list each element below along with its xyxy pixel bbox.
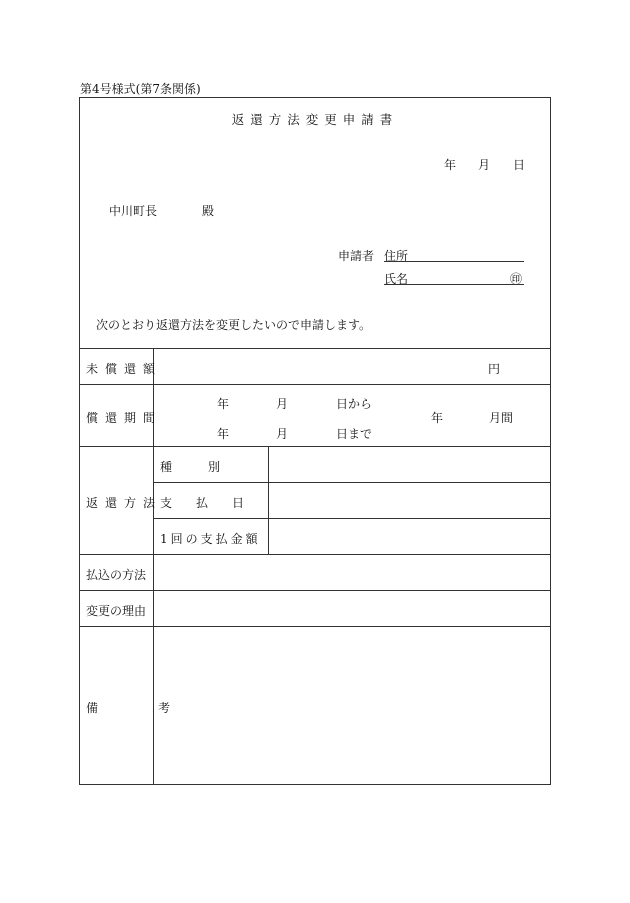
applicant-name-label: 氏名	[384, 272, 409, 286]
period-total-year: 年	[431, 411, 444, 425]
period-start-month: 月	[276, 397, 289, 411]
addressee-name: 中川町長	[109, 204, 158, 218]
name-underline	[384, 284, 524, 285]
period-end-month: 月	[276, 427, 289, 441]
rule-method-sub-2	[153, 518, 550, 519]
rule-reason-top	[80, 590, 550, 591]
unpaid-unit: 円	[488, 362, 501, 376]
rule-period-top	[80, 384, 550, 385]
payment-method-label: 払込の方法	[86, 568, 147, 582]
form-number-label: 第4号様式(第7条関係)	[80, 82, 201, 96]
address-underline	[384, 261, 524, 262]
unpaid-label: 未償還額	[86, 362, 163, 376]
rule-method-sub-1	[153, 482, 550, 483]
change-reason-label: 変更の理由	[86, 604, 147, 618]
date-month: 月	[478, 158, 491, 172]
addressee-honorific: 殿	[202, 204, 215, 218]
rule-remarks-top	[80, 626, 550, 627]
period-end-year: 年	[217, 427, 230, 441]
applicant-label: 申請者	[338, 249, 375, 263]
period-start-year: 年	[217, 397, 230, 411]
rule-payment-top	[80, 554, 550, 555]
applicant-address-label: 住所	[384, 249, 409, 263]
method-label: 返還方法	[86, 496, 163, 510]
seal-mark: ㊞	[510, 272, 523, 286]
rule-method-top	[80, 446, 550, 447]
remarks-label: 備 考	[86, 701, 171, 715]
application-statement: 次のとおり返還方法を変更したいので申請します。	[96, 318, 372, 332]
rule-unpaid-top	[80, 348, 550, 349]
method-amount-label: 1回の支払金額	[160, 532, 261, 546]
period-label: 償還期間	[86, 411, 163, 425]
form-title: 返還方法変更申請書	[231, 112, 399, 127]
application-form	[79, 97, 551, 785]
date-year: 年	[444, 158, 457, 172]
rule-method-subcolumn	[268, 446, 269, 554]
period-total-month: 月間	[489, 411, 514, 425]
method-payday-label: 支 払 日	[160, 496, 245, 510]
period-end-day: 日まで	[336, 427, 373, 441]
date-day: 日	[513, 158, 526, 172]
method-type-label: 種 別	[160, 460, 221, 474]
period-start-day: 日から	[336, 397, 373, 411]
